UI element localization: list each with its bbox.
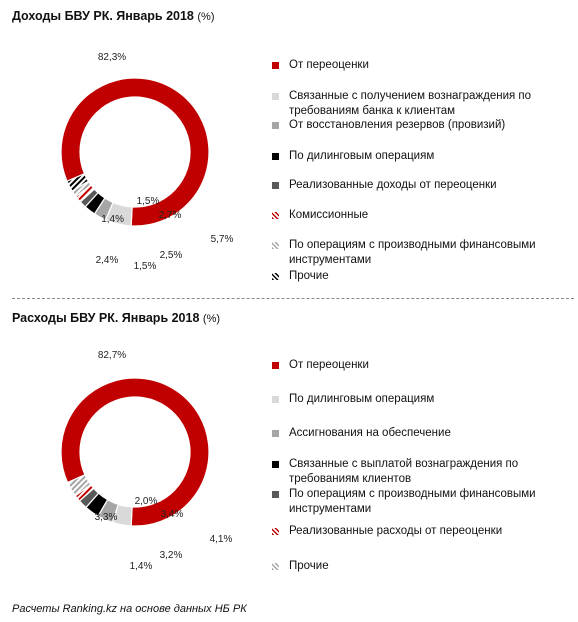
legend-marker-icon	[272, 461, 279, 468]
data-label: 4,1%	[209, 534, 233, 545]
data-label: 3,2%	[159, 550, 183, 561]
legend-item	[272, 208, 562, 223]
legend-label: Реализованные расходы от переоценки	[289, 525, 503, 537]
legend-label: По операциям с производными финансовыми инструментами	[289, 239, 536, 266]
legend-item	[272, 358, 562, 373]
legend-marker-icon	[272, 122, 279, 129]
legend-item	[272, 89, 562, 119]
legend-marker-icon	[272, 563, 279, 570]
legend-label: От переоценки	[289, 59, 369, 71]
legend-item	[272, 118, 562, 133]
legend-item	[272, 487, 562, 517]
data-label: 1,5%	[133, 261, 157, 272]
legend-marker-icon	[272, 153, 279, 160]
legend-label: По дилинговым операциям	[289, 393, 435, 405]
legend-marker-icon	[272, 242, 279, 249]
data-label: 5,7%	[210, 234, 234, 245]
legend-item	[272, 426, 562, 441]
legend-label: Связанные с получением вознаграждения по требованиям банка к клиентам	[289, 90, 532, 117]
legend-item	[272, 392, 562, 407]
legend-marker-icon	[272, 212, 279, 219]
expense-donut-chart	[0, 300, 578, 600]
source-note: Расчеты Ranking.kz на основе данных НБ РК	[12, 603, 247, 615]
legend-marker-icon	[272, 396, 279, 403]
expense-chart-unit: (%)	[202, 313, 221, 325]
legend-item	[272, 238, 562, 268]
legend-label: От восстановления резервов (провизий)	[289, 119, 506, 131]
legend-label: Комиссионные	[289, 209, 369, 221]
legend-item	[272, 58, 562, 73]
legend-label: Прочие	[289, 560, 329, 572]
legend-label: Ассигнования на обеспечение	[289, 427, 451, 439]
expense-chart-title-text: Расходы БВУ РК. Январь 2018	[12, 311, 200, 325]
legend-label: От переоценки	[289, 359, 369, 371]
legend-item	[272, 269, 562, 284]
data-label: 3,3%	[94, 512, 118, 523]
data-label: 3,4%	[160, 509, 184, 520]
data-label: 1,4%	[129, 561, 153, 572]
data-label: 82,3%	[97, 52, 127, 63]
data-label: 82,7%	[97, 350, 127, 361]
data-label: 2,5%	[159, 250, 183, 261]
legend-marker-icon	[272, 93, 279, 100]
data-label: 2,7%	[158, 210, 182, 221]
legend-marker-icon	[272, 182, 279, 189]
legend-label: По операциям с производными финансовыми инструментами	[289, 488, 536, 515]
legend-marker-icon	[272, 62, 279, 69]
legend-item	[272, 524, 562, 539]
legend-marker-icon	[272, 491, 279, 498]
legend-marker-icon	[272, 528, 279, 535]
legend-item	[272, 559, 562, 574]
legend-label: Реализованные доходы от переоценки	[289, 179, 497, 191]
income-chart-title-text: Доходы БВУ РК. Январь 2018	[12, 9, 194, 23]
legend-item	[272, 149, 562, 164]
legend-label: По дилинговым операциям	[289, 150, 435, 162]
data-label: 1,4%	[101, 214, 124, 225]
legend-item	[272, 457, 562, 487]
data-label: 2,4%	[95, 255, 119, 266]
legend-marker-icon	[272, 430, 279, 437]
section-divider	[12, 298, 574, 299]
legend-label: Прочие	[289, 270, 329, 282]
legend-marker-icon	[272, 273, 279, 280]
legend-item	[272, 178, 562, 193]
legend-label: Связанные с выплатой вознаграждения по требованиям клиентов	[289, 458, 519, 485]
income-chart-unit: (%)	[197, 11, 215, 23]
data-label: 1,5%	[136, 196, 160, 207]
legend-marker-icon	[272, 362, 279, 369]
data-label: 2,0%	[134, 496, 158, 507]
